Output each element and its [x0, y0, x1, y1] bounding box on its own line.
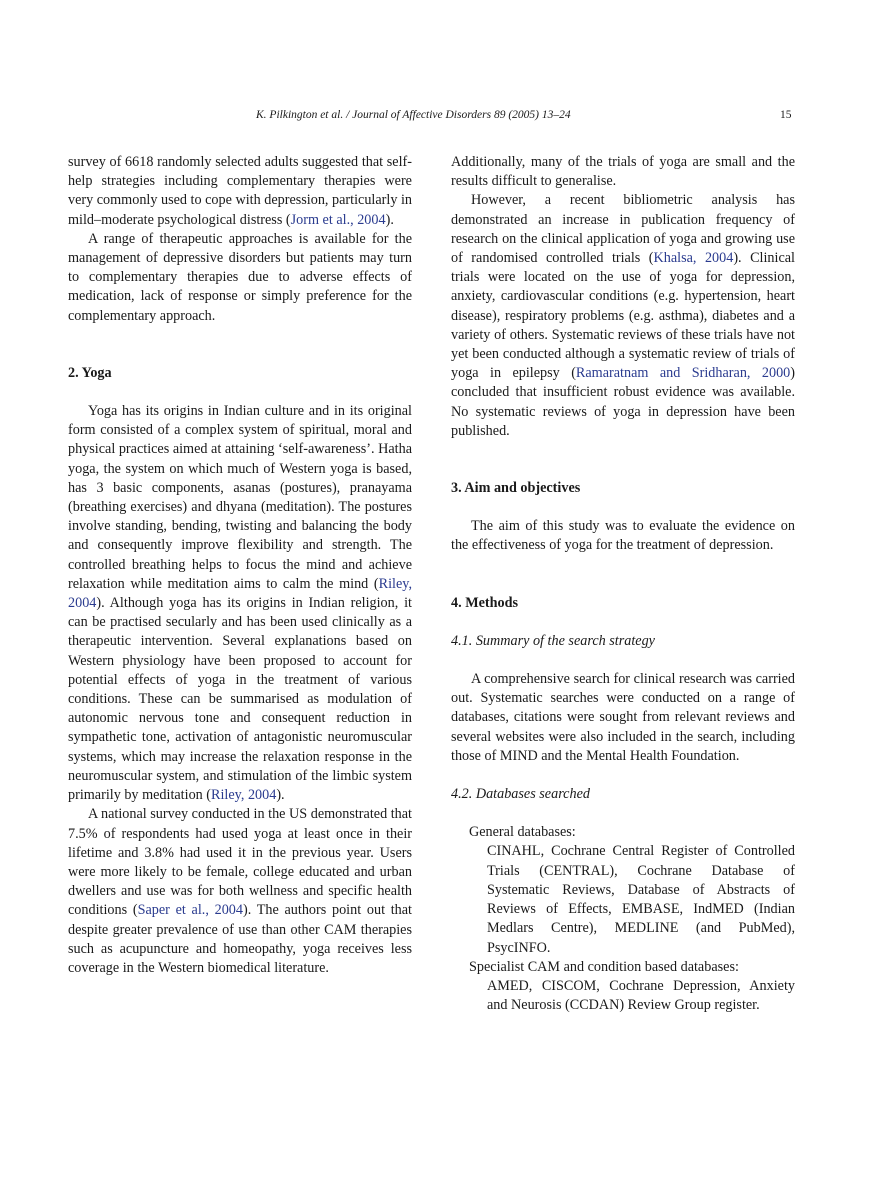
left-column: [68, 153, 412, 978]
text-run: ) concluded that insufficient robust evidence was available. No systematic reviews of yoga in depression have been published.: [451, 365, 795, 439]
running-title: K. Pilkington et al. / Journal of Affective Disorders 89 (2005) 13–24: [256, 109, 571, 121]
citation-link[interactable]: Ramaratnam and Sridharan, 2000: [575, 365, 791, 382]
section-heading-aim: 3. Aim and objectives: [451, 480, 581, 497]
text-run: Yoga has its origins in Indian culture and in its original form consisted of a complex system of spiritual, moral and physical practices aimed at attaining ‘self-awareness’. Hatha yoga, the system on which much of Western yoga is based, has 3 basic components, asanas (postures), pranayama (breathing exercises) and dhyana (meditation). The postures involve standing, bending, twisting and balancing the body and consequently improve flexibility and strength. The controlled breathing helps to focus the mind and achieve relaxation while meditation aims to calm the mind (: [68, 403, 412, 592]
paragraph-aim: The aim of this study was to evaluate the evidence on the effectiveness of yoga for the treatment of depression.: [451, 518, 795, 554]
database-list: [451, 823, 795, 1015]
page-number: 15: [780, 109, 792, 121]
text-run: survey of 6618 randomly selected adults suggested that self-help strategies including complementary therapies were very commonly used to cope with depression, particularly in mild–moderate psychological distress (: [68, 154, 412, 228]
text-run: ). Although yoga has its origins in Indian religion, it can be practised secularly and has been used clinically as a therapeutic intervention. Several explanations based on Western physiology have been proposed to account for potential effects of yoga in the treatment of various conditions. These can be summarised as modulation of autonomic nervous tone and consequent reduction in sympathetic tone, activation of antagonistic neuromuscular systems, which may increase the relaxation response in the neuromuscular system, and stimulation of the limbic system primarily by meditation (: [68, 595, 412, 804]
text-run: However, a recent bibliometric analysis has demonstrated an increase in publication frequency of research on the clinical application of yoga and growing use of randomised controlled trials (: [451, 192, 795, 267]
paragraph-search: A comprehensive search for clinical research was carried out. Systematic searches were conducted on a range of databases, citations were sought from relevant reviews and several websites were also included in the search, including those of MIND and the Mental Health Foundation.: [451, 671, 795, 764]
text-run: ). Clinical trials were located on the use of yoga for depression, anxiety, cardiovascular conditions (e.g. hypertension, heart disease), respiratory problems (e.g. asthma), diabetes and a variety of others. Systematic reviews of these trials have not yet been conducted although a systematic review of trials of yoga in epilepsy (: [451, 250, 795, 382]
citation-link[interactable]: Saper et al., 2004: [137, 902, 243, 919]
paragraph-national-survey: [68, 805, 412, 978]
db-specialist-list: AMED, CISCOM, Cochrane Depression, Anxiety and Neurosis (CCDAN) Review Group register.: [487, 977, 795, 1014]
citation-link[interactable]: Riley, 2004: [211, 787, 277, 804]
text-run: ).: [385, 211, 394, 228]
paragraph-survey: [68, 153, 412, 230]
paragraph-trials-small: Additionally, many of the trials of yoga are small and the results difficult to generalise.: [451, 154, 795, 190]
right-column: [451, 153, 795, 1015]
text-run: ). The authors point out that despite greater prevalence of use than other CAM therapies such as acupuncture and homeopathy, yoga receives less coverage in the Western biomedical literature.: [68, 902, 413, 976]
paragraph-therapeutic-approaches: A range of therapeutic approaches is available for the management of depressive disorders but patients may turn to complementary therapies due to adverse effects of medication, lack of response or simply preference for the complementary approach.: [68, 230, 412, 324]
citation-link[interactable]: Khalsa, 2004: [653, 250, 734, 267]
db-general-label: General databases:: [469, 824, 576, 841]
text-run: ).: [276, 787, 285, 804]
citation-link[interactable]: Riley, 2004: [68, 575, 412, 612]
section-heading-yoga: 2. Yoga: [68, 364, 112, 381]
db-general-list: CINAHL, Cochrane Central Register of Controlled Trials (CENTRAL), Cochrane Database of Systematic Reviews, Database of Abstracts of Reviews of Effects, EMBASE, IndMED (Indian Medlars Centre), MEDLINE (and PubMed), PsycINFO.: [487, 843, 795, 956]
paragraph-bibliometric: [451, 191, 795, 441]
citation-link[interactable]: Jorm et al., 2004: [290, 211, 386, 228]
paragraph-yoga-origins: [68, 402, 412, 805]
section-heading-methods: 4. Methods: [451, 594, 518, 611]
subsection-heading-databases: 4.2. Databases searched: [451, 786, 590, 803]
running-header: [0, 109, 870, 127]
subsection-heading-search-strategy: 4.1. Summary of the search strategy: [451, 632, 655, 649]
db-specialist-label: Specialist CAM and condition based databases:: [469, 958, 739, 975]
text-run: A national survey conducted in the US demonstrated that 7.5% of respondents had used yoga at least once in their lifetime and 3.8% had used it in the previous year. Users were more likely to be female, college educated and urban dwellers and use was for both wellness and specific health conditions (: [68, 806, 412, 919]
